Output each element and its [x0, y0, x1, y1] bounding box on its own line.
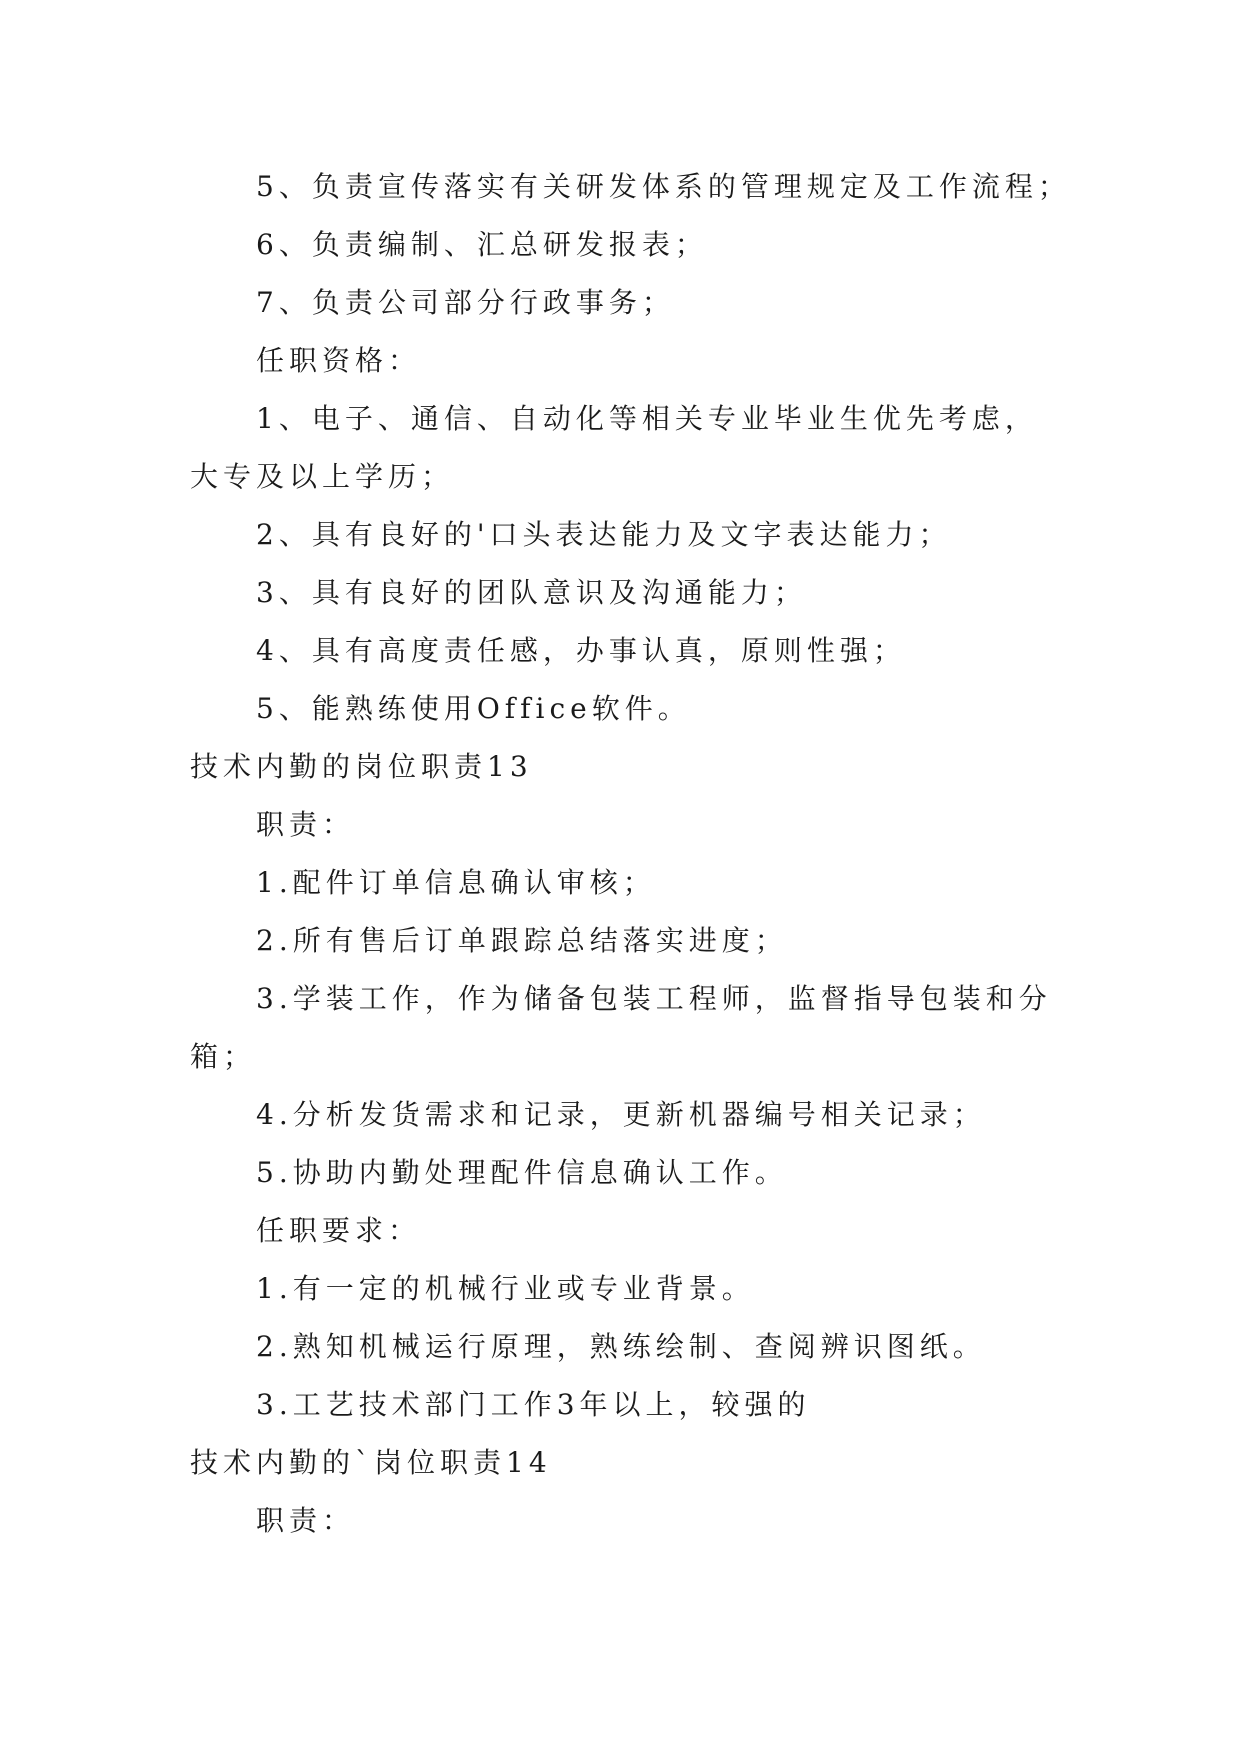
paragraph-line: 3.工艺技术部门工作3年以上，较强的	[256, 1388, 811, 1421]
paragraph-line: 4、具有高度责任感，办事认真，原则性强；	[256, 634, 906, 667]
paragraph-line: 5.协助内勤处理配件信息确认工作。	[256, 1156, 788, 1189]
paragraph-line: 1、电子、通信、自动化等相关专业毕业生优先考虑，	[256, 402, 1038, 435]
document-body	[190, 158, 1070, 1550]
paragraph-line: 1.有一定的机械行业或专业背景。	[256, 1272, 755, 1305]
section-label: 职责：	[256, 1504, 356, 1537]
paragraph-line-continuation: 大专及以上学历；	[190, 460, 455, 493]
paragraph-line: 2.所有售后订单跟踪总结落实进度；	[256, 924, 788, 957]
paragraph-line: 5、能熟练使用Office软件。	[256, 692, 691, 725]
paragraph-line-continuation: 箱；	[190, 1040, 257, 1073]
paragraph-line: 2、具有良好的'口头表达能力及文字表达能力；	[256, 518, 952, 551]
section-label: 职责：	[256, 808, 356, 841]
section-heading: 技术内勤的`岗位职责14	[190, 1446, 552, 1479]
section-label: 任职要求：	[256, 1214, 422, 1247]
paragraph-line: 2.熟知机械运行原理，熟练绘制、查阅辨识图纸。	[256, 1330, 986, 1363]
paragraph-line: 5、负责宣传落实有关研发体系的管理规定及工作流程；	[256, 170, 1071, 203]
paragraph-line: 1.配件订单信息确认审核；	[256, 866, 656, 899]
paragraph-line: 4.分析发货需求和记录，更新机器编号相关记录；	[256, 1098, 986, 1131]
paragraph-line: 3、具有良好的团队意识及沟通能力；	[256, 576, 807, 609]
paragraph-line: 7、负责公司部分行政事务；	[256, 286, 675, 319]
paragraph-line: 6、负责编制、汇总研发报表；	[256, 228, 708, 261]
section-heading: 技术内勤的岗位职责13	[190, 750, 533, 783]
paragraph-line: 3.学装工作，作为储备包装工程师，监督指导包装和分	[256, 982, 1052, 1015]
section-label: 任职资格：	[256, 344, 422, 377]
